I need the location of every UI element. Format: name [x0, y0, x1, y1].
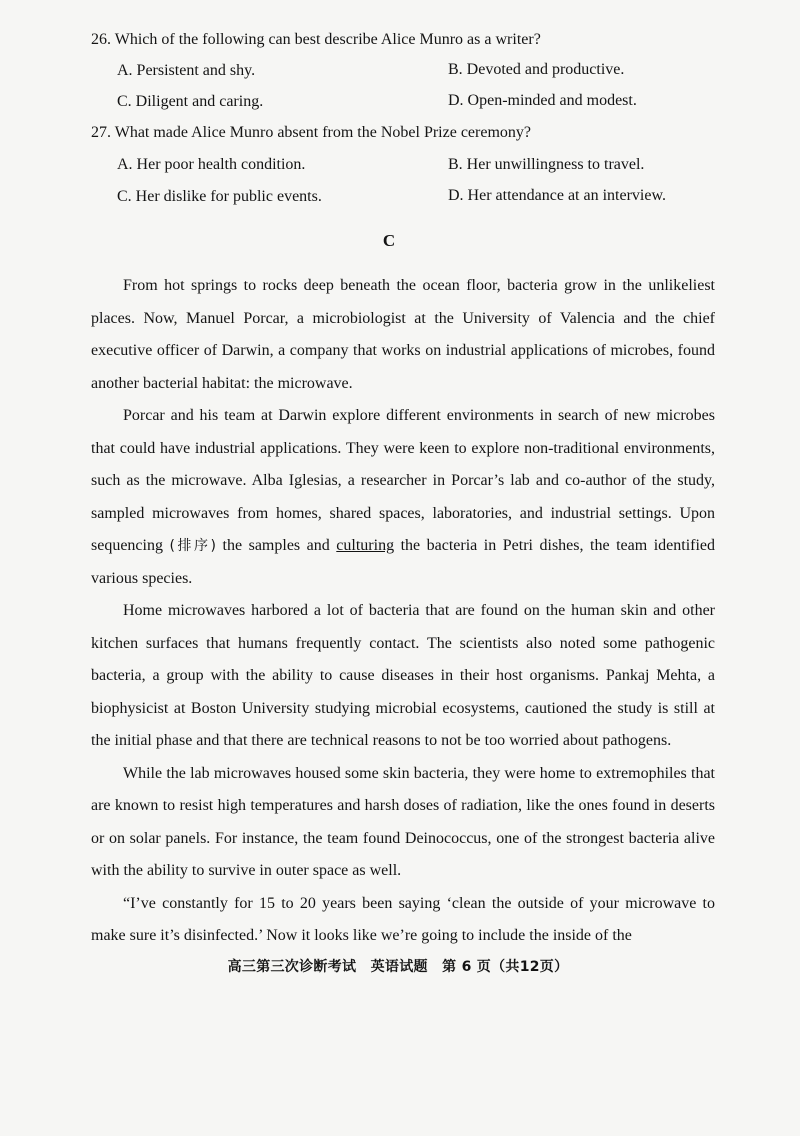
question-26-option-b: B. Devoted and productive.: [448, 61, 625, 78]
passage-paragraph-4: While the lab microwaves housed some skin bacteria, they were home to extremophiles that are known to resist high temperatures and harsh doses of radiation, like the ones found in deserts or on solar panels. For instance, the team found Deinococcus, one of the strongest bacteria alive with the ability to survive in outer space as well.: [91, 764, 715, 879]
passage-paragraph-5: “I’ve constantly for 15 to 20 years been saying ‘clean the outside of your microwave to make sure it’s disinfected.’ Now it looks like we’re going to include the inside of the: [91, 894, 715, 944]
question-26-stem: 26. Which of the following can best describe Alice Munro as a writer?: [91, 31, 541, 48]
question-27-option-d: D. Her attendance at an interview.: [448, 187, 666, 204]
question-26-option-c: C. Diligent and caring.: [117, 93, 264, 110]
passage-paragraph-2: [91, 400, 715, 595]
question-27-option-c: C. Her dislike for public events.: [117, 188, 322, 205]
chinese-gloss: (排序): [169, 538, 216, 554]
passage-paragraph-2-text-b: the samples and: [222, 537, 330, 554]
reading-passage: [91, 270, 715, 953]
question-27-option-b: B. Her unwillingness to travel.: [448, 156, 645, 173]
underlined-word: culturing: [336, 537, 395, 554]
section-heading: C: [382, 231, 396, 250]
passage-paragraph-1: From hot springs to rocks deep beneath the ocean floor, bacteria grow in the unlikeliest places. Now, Manuel Porcar, a microbiologist at the University of Valencia and the chief executive officer of Darwin, a company that works on industrial applications of microbes, found another bacterial habitat: the microwave.: [91, 277, 715, 392]
passage-paragraph-2-text-a: Porcar and his team at Darwin explore different environments in search of new microbes that could have industrial applications. They were keen to explore non-traditional environments, such as the microwave. Alba Iglesias, a researcher in Porcar’s lab and co-author of the study, sampled microwaves from homes, shared spaces, laboratories, and industrial settings. Upon sequencing: [91, 407, 715, 554]
question-26-option-d: D. Open-minded and modest.: [448, 92, 637, 109]
question-27-stem: 27. What made Alice Munro absent from the Nobel Prize ceremony?: [91, 124, 532, 141]
question-27-option-a: A. Her poor health condition.: [117, 156, 306, 173]
passage-paragraph-3: Home microwaves harbored a lot of bacteria that are found on the human skin and other kitchen surfaces that humans frequently contact. The scientists also noted some pathogenic bacteria, a group with the ability to cause diseases in their host organisms. Pankaj Mehta, a biophysicist at Boston University studying microbial ecosystems, cautioned the study is still at the initial phase and that there are technical reasons to not be too worried about pathogens.: [91, 602, 715, 749]
passage-paragraph-2-text-c: the bacteria in Petri dishes, the team identified various species.: [91, 537, 716, 587]
question-26-option-a: A. Persistent and shy.: [117, 62, 256, 79]
page-footer: 高三第三次诊断考试 英语试题 第 6 页（共12页）: [227, 959, 569, 975]
